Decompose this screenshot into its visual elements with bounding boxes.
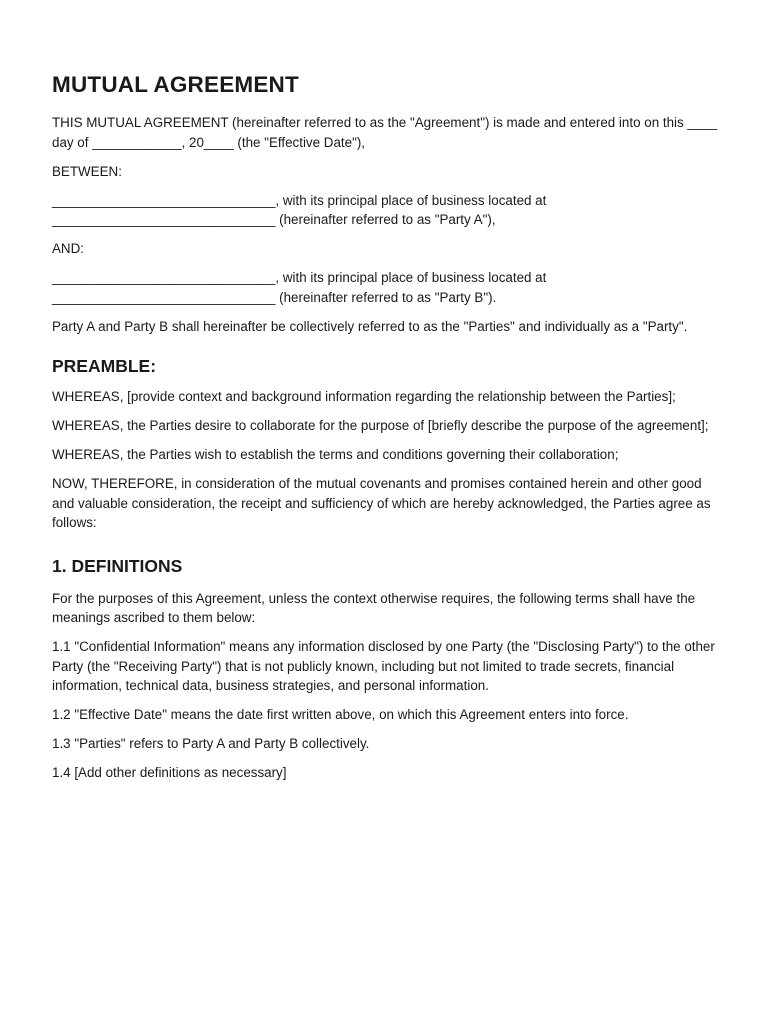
party-a-line-1: ______________________________, with its principal place of business located at xyxy=(52,192,547,208)
party-a-block xyxy=(52,191,720,230)
document-page xyxy=(52,70,720,792)
definition-item-1-1: 1.1 "Confidential Information" means any information disclosed by one Party (the "Disclosing Party") to the other Party (the "Receiving Party") that is not publicly known, including but not limited to trade secrets, financial information, technical data, business strategies, and personal information. xyxy=(52,639,715,693)
preamble-whereas-1: WHEREAS, [provide context and background information regarding the relationship between the Parties]; xyxy=(52,389,676,404)
document-title: MUTUAL AGREEMENT xyxy=(52,72,299,97)
definitions-heading: 1. DEFINITIONS xyxy=(52,555,183,576)
and-label: AND: xyxy=(52,241,84,256)
definition-item-1-4: 1.4 [Add other definitions as necessary] xyxy=(52,765,287,780)
definitions-intro: For the purposes of this Agreement, unless the context otherwise requires, the following terms shall have the meanings ascribed to them below: xyxy=(52,590,696,625)
definition-item-1-2: 1.2 "Effective Date" means the date first written above, on which this Agreement enters into force. xyxy=(52,707,629,722)
party-a-line-2: ______________________________ (hereinafter referred to as "Party A"), xyxy=(52,212,496,227)
party-b-line-2: ______________________________ (hereinafter referred to as "Party B"). xyxy=(52,289,497,305)
between-label: BETWEEN: xyxy=(52,163,122,179)
preamble-whereas-3: WHEREAS, the Parties wish to establish the terms and conditions governing their collaboration; xyxy=(52,447,619,462)
definition-item-1-3: 1.3 "Parties" refers to Party A and Party B collectively. xyxy=(52,736,370,751)
preamble-whereas-2: WHEREAS, the Parties desire to collaborate for the purpose of [briefly describe the purpose of the agreement]; xyxy=(52,418,709,433)
preamble-heading: PREAMBLE: xyxy=(52,356,157,376)
parties-note: Party A and Party B shall hereinafter be collectively referred to as the "Parties" and individually as a "Party". xyxy=(52,318,688,334)
party-b-line-1: ______________________________, with its principal place of business located at xyxy=(52,270,547,285)
party-b-block xyxy=(52,268,720,307)
intro-paragraph: THIS MUTUAL AGREEMENT (hereinafter referred to as the "Agreement") is made and entered into on this ____ day of ____________, 20____ (the "Effective Date"), xyxy=(52,115,718,150)
preamble-now-therefore: NOW, THEREFORE, in consideration of the mutual covenants and promises contained herein and other good and valuable consideration, the receipt and sufficiency of which are hereby acknowledged, the Parties agree as follows: xyxy=(52,476,711,530)
